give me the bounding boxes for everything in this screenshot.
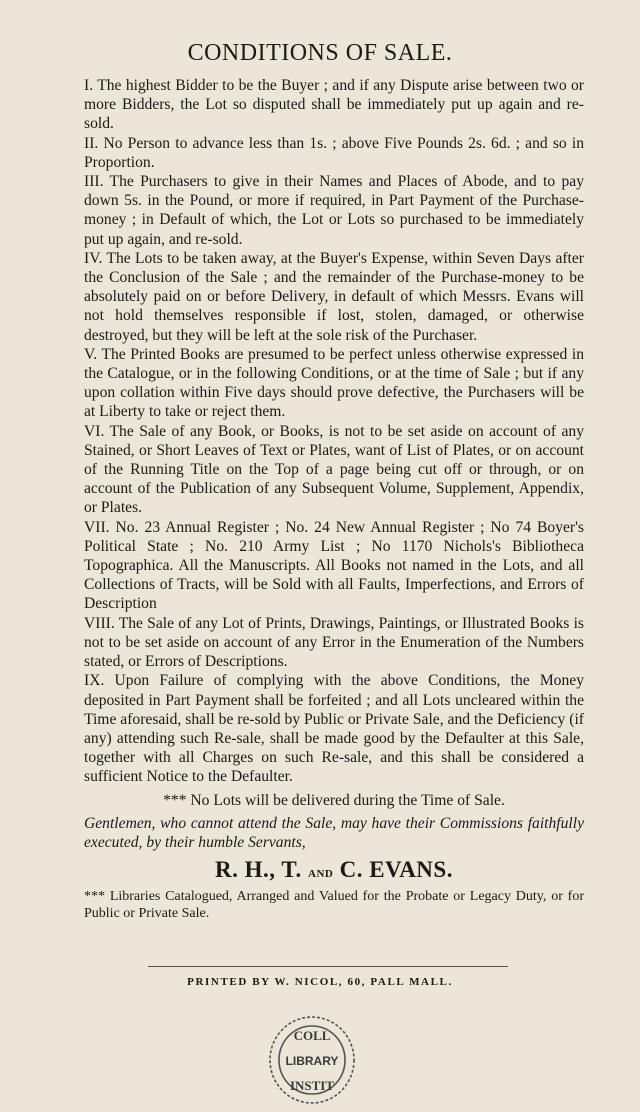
condition-8: VIII. The Sale of any Lot of Prints, Drawings, Paintings, or Illustrated Books is not to be set aside on account of any Error in the Enumeration of the Numbers stated, or Errors of Descriptions. <box>84 614 584 671</box>
page-title: CONDITIONS OF SALE. <box>187 40 453 66</box>
svg-text:COLL: COLL <box>293 1028 331 1043</box>
condition-4: IV. The Lots to be taken away, at the Buyer's Expense, within Seven Days after the Conclusion of the Sale ; and the remainder of the Purchase-money to be absolutely paid on or before Delivery, in default of which Messrs. Evans will not hold themselves responsible if lost, stolen, damaged, or otherwise destroyed, but they will be left at the sole risk of the Purchaser. <box>84 249 584 344</box>
printer-imprint: PRINTED BY W. NICOL, 60, PALL MALL. <box>187 976 453 988</box>
conditions-body <box>84 76 584 922</box>
condition-1: I. The highest Bidder to be the Buyer ; and if any Dispute arise between two or more Bidders, the Lot so disputed shall be immediately put up again and re-sold. <box>84 77 584 133</box>
condition-5: V. The Printed Books are presumed to be perfect unless otherwise expressed in the Catalogue, or in the following Conditions, or at the time of Sale ; but if any upon collation within Five days should prove defective, the Purchasers will be at Liberty to take or reject them. <box>84 345 584 421</box>
condition-6: VI. The Sale of any Book, or Books, is not to be set aside on account of any Stained, or Short Leaves of Text or Plates, want of List of Plates, or on account of the Running Title on the Top of a page being cut off or through, or on account of the Publication of any Subsequent Volume, Supplement, Appendix, or Plates. <box>84 422 584 517</box>
svg-text:INSTIT: INSTIT <box>289 1078 335 1093</box>
divider <box>148 966 508 967</box>
condition-2: II. No Person to advance less than 1s. ; above Five Pounds 2s. 6d. ; and so in Proportion. <box>84 134 584 171</box>
firm-name-and: and <box>308 864 334 882</box>
delivery-notice: *** No Lots will be delivered during the Time of Sale. <box>163 791 505 809</box>
firm-name <box>84 857 584 883</box>
condition-3: III. The Purchasers to give in their Names and Places of Abode, and to pay down 5s. in the Pound, or more if required, in Part Payment of the Purchase-money ; in Default of which, the Lot or Lots so purchased to be immediately put up again, and re-sold. <box>84 173 584 248</box>
svg-text:LIBRARY: LIBRARY <box>285 1054 339 1068</box>
condition-7: VII. No. 23 Annual Register ; No. 24 New Annual Register ; No 74 Boyer's Political State ; No. 210 Army List ; No 1170 Nichols's Bibliotheca Topographica. All the Manuscripts. All Books not named in the Lots, and all Collections of Tracts, will be Sold with all Faults, Imperfections, and Errors of Description <box>84 518 584 613</box>
libraries-note: *** Libraries Catalogued, Arranged and Valued for the Probate or Legacy Duty, or for Public or Private Sale. <box>84 889 584 922</box>
firm-name-part2: C. EVANS. <box>339 857 453 883</box>
firm-name-part1: R. H., T. <box>215 857 302 883</box>
library-stamp-icon <box>264 1012 360 1107</box>
commissions-note: Gentlemen, who cannot attend the Sale, may have their Commissions faithfully executed, by their humble Servants, <box>84 814 584 851</box>
condition-9: IX. Upon Failure of complying with the above Conditions, the Money deposited in Part Payment shall be forfeited ; and all Lots uncleared within the Time aforesaid, shall be re-sold by Public or Private Sale, and the Deficiency (if any) attending such Re-sale, shall be made good by the Defaulter at this Sale, together with all Charges on such Re-sale, and this shall be considered a sufficient Notice to the Defaulter. <box>84 672 584 786</box>
